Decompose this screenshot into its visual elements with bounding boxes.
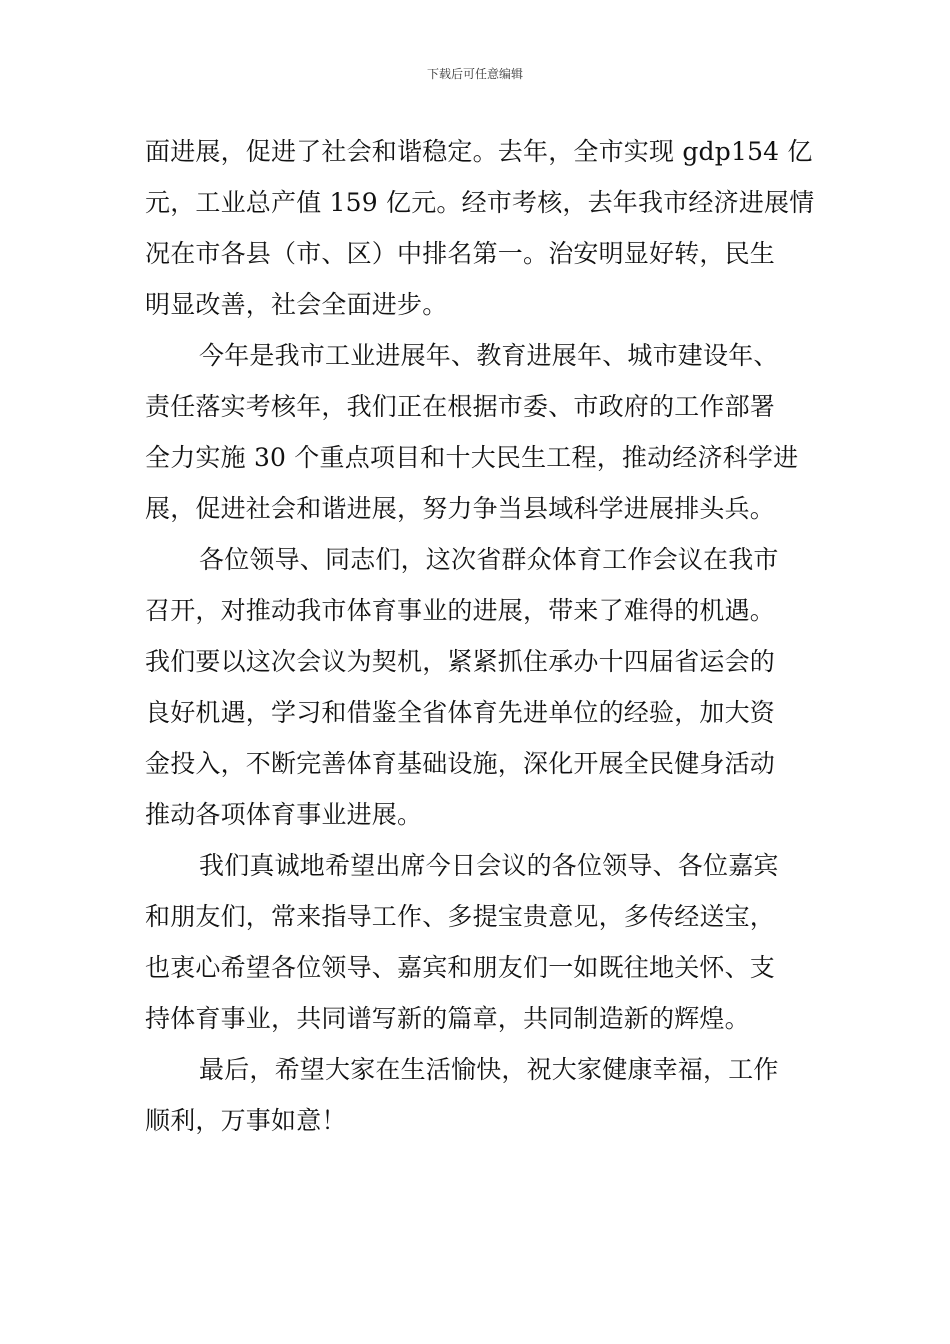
- paragraph-line: 良好机遇，学习和借鉴全省体育先进单位的经验，加大资: [145, 698, 776, 727]
- paragraph-line: 今年是我市工业进展年、教育进展年、城市建设年、: [199, 341, 779, 370]
- paragraph-line: 最后，希望大家在生活愉快，祝大家健康幸福，工作: [199, 1055, 779, 1084]
- paragraph-line: 推动各项体育事业进展。: [145, 800, 423, 829]
- paragraph-line: 明显改善，社会全面进步。: [145, 290, 448, 319]
- paragraph-line: 各位领导、同志们，这次省群众体育工作会议在我市: [199, 545, 779, 574]
- paragraph-line: 我们要以这次会议为契机，紧紧抓住承办十四届省运会的: [145, 647, 776, 676]
- page-header: 下载后可任意编辑: [426, 67, 523, 81]
- document-body: [145, 126, 815, 1146]
- paragraph-line: 面进展，促进了社会和谐稳定。去年，全市实现 gdp154 亿: [145, 137, 813, 166]
- paragraph-line: 也衷心希望各位领导、嘉宾和朋友们一如既往地关怀、支: [145, 953, 776, 982]
- paragraph-line: 况在市各县（市、区）中排名第一。治安明显好转，民生: [145, 239, 776, 268]
- paragraph-line: 和朋友们，常来指导工作、多提宝贵意见，多传经送宝，: [145, 902, 776, 931]
- paragraph-1: [145, 126, 815, 330]
- paragraph-5: [145, 1044, 810, 1146]
- paragraph-line: 我们真诚地希望出席今日会议的各位领导、各位嘉宾: [199, 851, 779, 880]
- paragraph-line: 持体育事业，共同谱写新的篇章，共同制造新的辉煌。: [145, 1004, 750, 1033]
- paragraph-line: 责任落实考核年，我们正在根据市委、市政府的工作部署: [145, 392, 776, 421]
- paragraph-3: [145, 534, 810, 840]
- paragraph-line: 元，工业总产值 159 亿元。经市考核，去年我市经济进展情: [145, 188, 815, 217]
- paragraph-2: [145, 330, 810, 534]
- paragraph-line: 展，促进社会和谐进展，努力争当县域科学进展排头兵。: [145, 494, 776, 523]
- paragraph-4: [145, 840, 810, 1044]
- paragraph-line: 召开，对推动我市体育事业的进展，带来了难得的机遇。: [145, 596, 776, 625]
- paragraph-line: 顺利，万事如意！: [145, 1106, 347, 1135]
- paragraph-line: 金投入，不断完善体育基础设施，深化开展全民健身活动: [145, 749, 776, 778]
- paragraph-line: 全力实施 30 个重点项目和十大民生工程，推动经济科学进: [145, 443, 799, 472]
